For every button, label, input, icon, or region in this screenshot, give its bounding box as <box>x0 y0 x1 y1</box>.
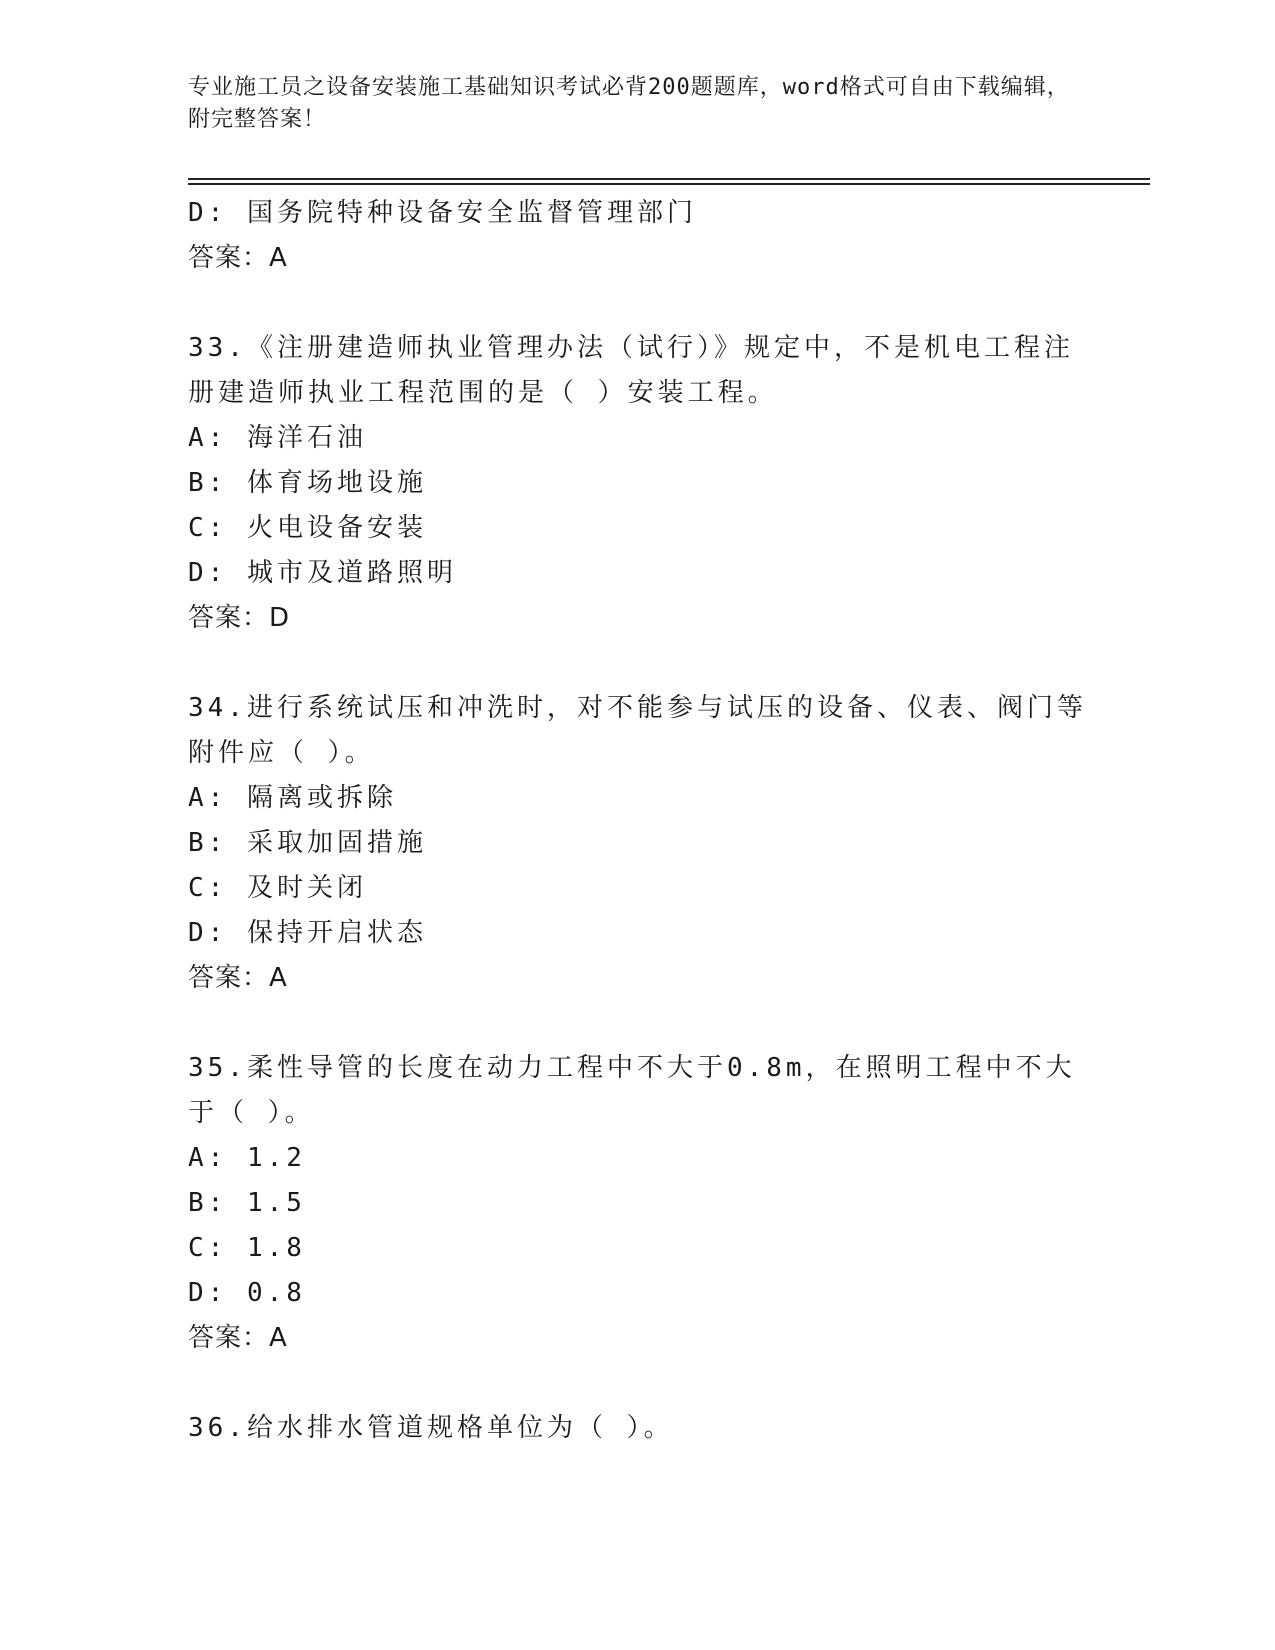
question-list <box>188 191 1088 1451</box>
question-stem: 36.给水排水管道规格单位为（ ）。 <box>188 1413 674 1443</box>
question-34 <box>188 686 1088 1001</box>
answer: 答案：A <box>188 963 288 993</box>
question-33 <box>188 326 1088 641</box>
option-a: A: 隔离或拆除 <box>188 783 397 813</box>
header-divider-bottom <box>188 183 1150 185</box>
option-d: D: 0.8 <box>188 1278 306 1308</box>
question-stem: 33.《注册建造师执业管理办法（试行）》规定中，不是机电工程注册建造师执业工程范围的是（ ）安装工程。 <box>188 333 1074 408</box>
option-c: C: 及时关闭 <box>188 873 367 903</box>
question-36 <box>188 1406 1088 1451</box>
question-stem: 34.进行系统试压和冲洗时，对不能参与试压的设备、仪表、阀门等附件应（ ）。 <box>188 693 1087 768</box>
question-35 <box>188 1046 1088 1361</box>
option-c: C: 1.8 <box>188 1233 306 1263</box>
previous-option-d: D: 国务院特种设备安全监督管理部门 <box>188 198 697 228</box>
option-b: B: 采取加固措施 <box>188 828 427 858</box>
answer: 答案：A <box>188 1323 288 1353</box>
option-b: B: 体育场地设施 <box>188 468 427 498</box>
option-d: D: 城市及道路照明 <box>188 558 457 588</box>
option-b: B: 1.5 <box>188 1188 306 1218</box>
question-stem: 35.柔性导管的长度在动力工程中不大于0.8m，在照明工程中不大于（ ）。 <box>188 1053 1076 1128</box>
option-a: A: 1.2 <box>188 1143 306 1173</box>
option-d: D: 保持开启状态 <box>188 918 427 948</box>
header-divider-top <box>188 178 1150 180</box>
option-c: C: 火电设备安装 <box>188 513 427 543</box>
answer: 答案：D <box>188 603 291 633</box>
previous-answer: 答案：A <box>188 243 288 273</box>
option-a: A: 海洋石油 <box>188 423 367 453</box>
document-header: 专业施工员之设备安装施工基础知识考试必背200题题库，word格式可自由下载编辑，附完整答案！ <box>188 75 1070 132</box>
